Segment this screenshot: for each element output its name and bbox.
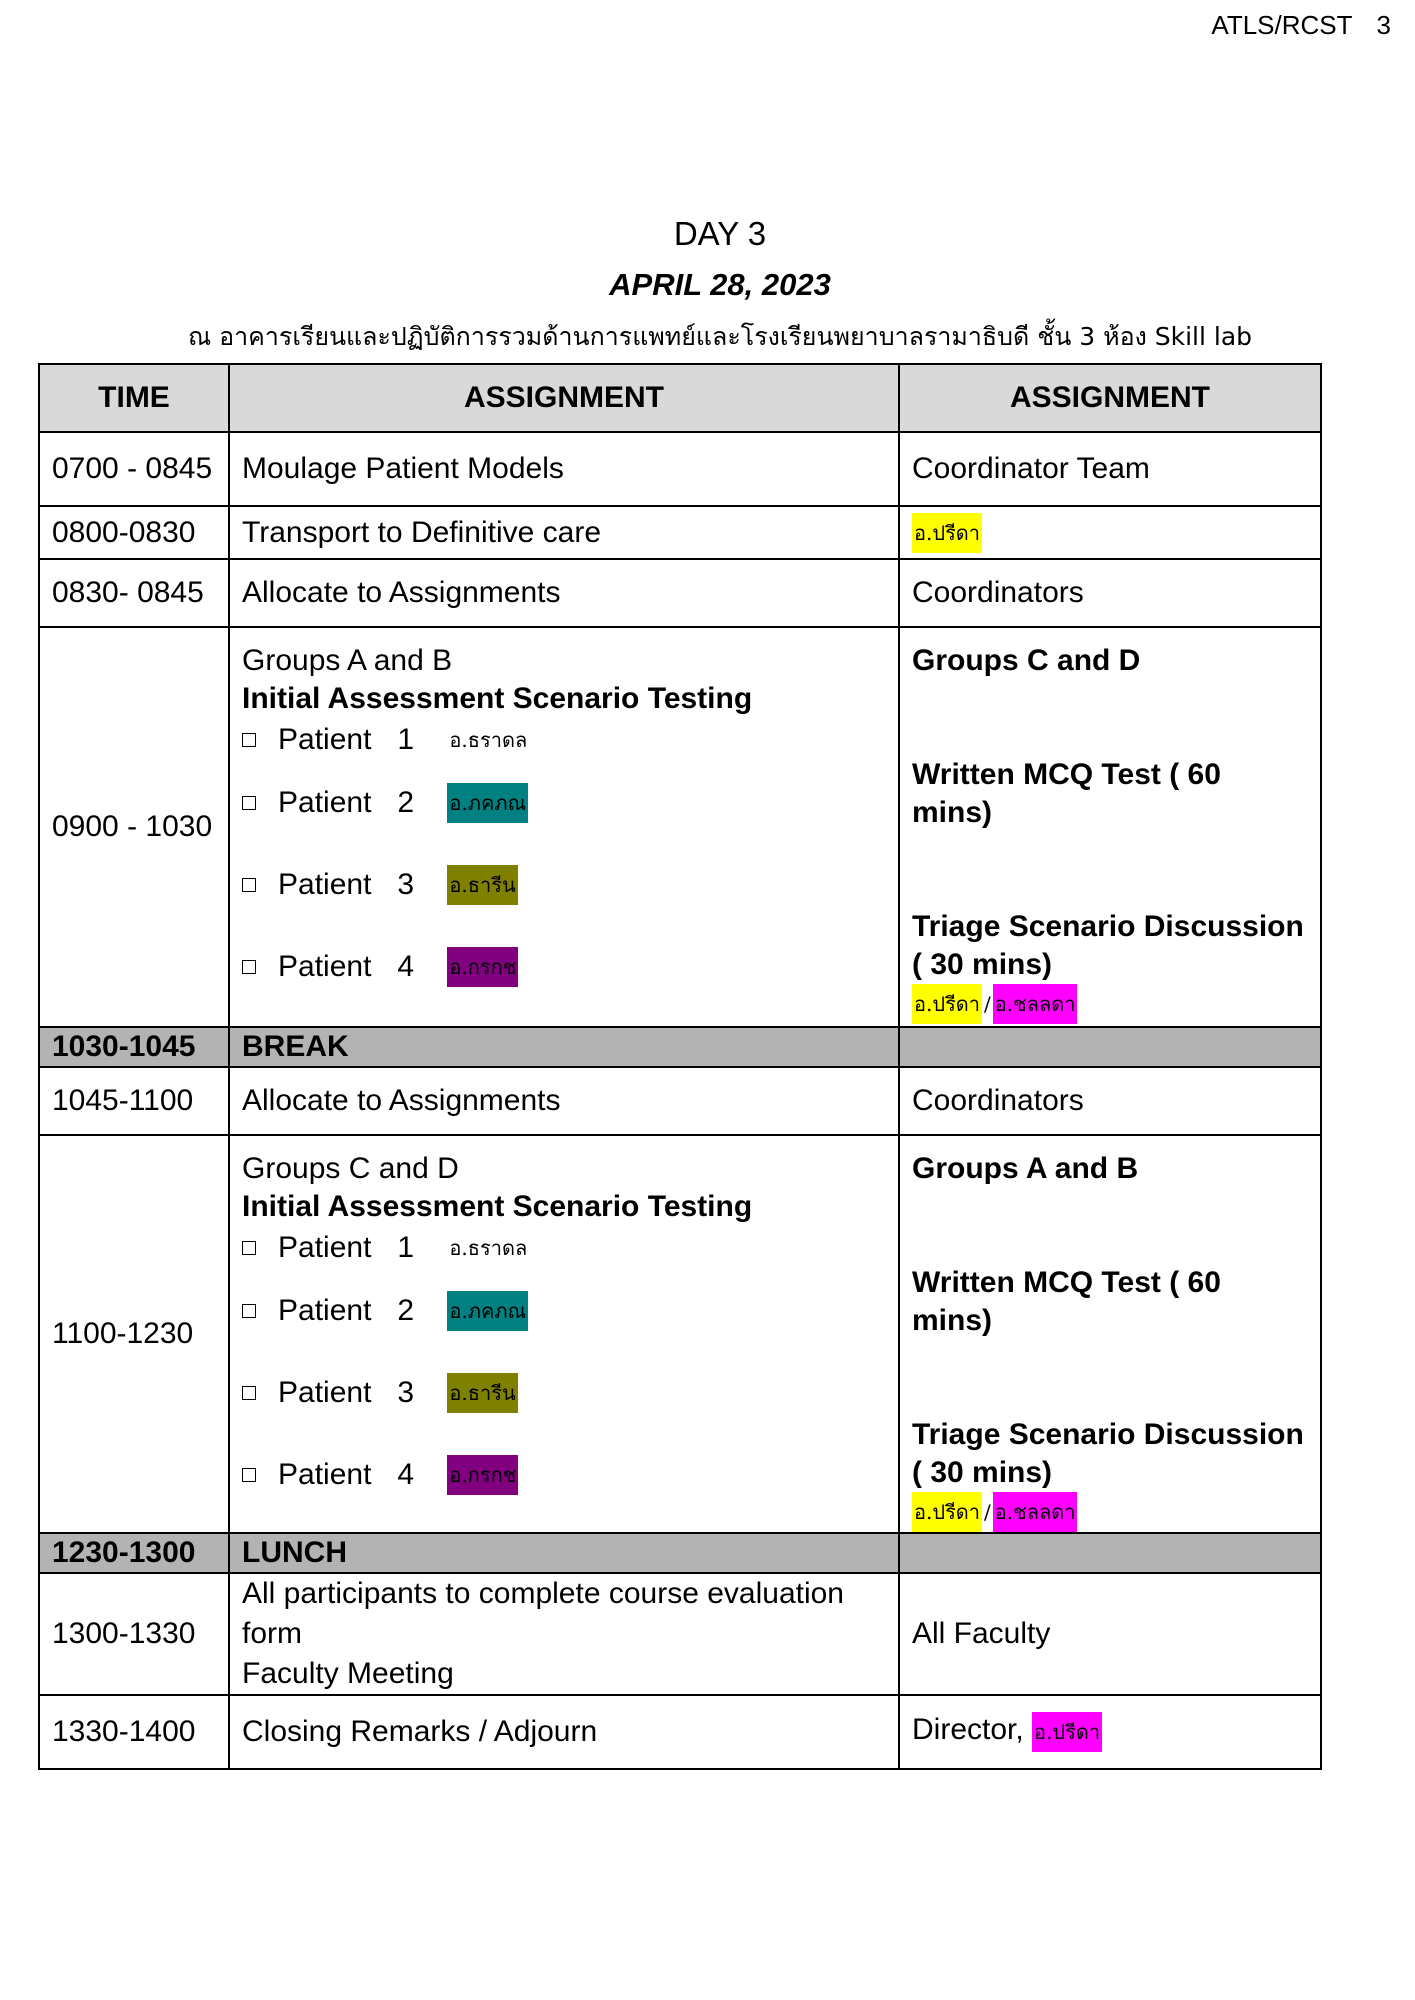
patient-item: Patient 2 อ.ภคภณ [242, 762, 886, 844]
assignment-cell: BREAK [229, 1027, 899, 1067]
assignment-cell: Transport to Definitive care [229, 506, 899, 559]
patient-item: Patient 3 อ.ธารีน [242, 844, 886, 926]
assignment-cell: Allocate to Assignments [229, 1067, 899, 1135]
checkbox-icon [242, 960, 256, 974]
groups-label: Groups A and B [912, 1152, 1139, 1185]
time-cell: 0900 - 1030 [39, 627, 229, 1027]
tutor-tags: อ.ปรีดา / อ.ชลลดา [912, 1492, 1308, 1532]
checkbox-icon [242, 1468, 256, 1482]
schedule-table [38, 363, 1322, 1770]
tutor-tag: อ.กรกช [447, 947, 518, 987]
checkbox-icon [242, 1386, 256, 1400]
date-title: APRIL 28, 2023 [609, 267, 831, 302]
tutor-tag: อ.ปรีดา [912, 513, 982, 553]
day-title: DAY 3 [673, 215, 767, 252]
table-header-row [39, 364, 1321, 432]
tutor-tag: อ.ปรีดา [1032, 1712, 1102, 1752]
checkbox-icon [242, 1304, 256, 1318]
patient-item: Patient 3 อ.ธารีน [242, 1352, 886, 1434]
page-number: 3 [1376, 10, 1391, 40]
patient-item: Patient 4 อ.กรกช [242, 926, 886, 1008]
assignee-cell [899, 1135, 1321, 1533]
checkbox-icon [242, 796, 256, 810]
table-row [39, 1067, 1321, 1135]
triage-label: Triage Scenario Discussion [912, 910, 1304, 943]
assignment-cell: LUNCH [229, 1533, 899, 1573]
time-cell: 1330-1400 [39, 1695, 229, 1769]
tutor-tag: อ.ธราดล [449, 1236, 528, 1260]
time-cell: 0700 - 0845 [39, 432, 229, 506]
checkbox-icon [242, 733, 256, 747]
table-row [39, 1135, 1321, 1533]
tutor-tag: อ.ภคภณ [447, 1291, 528, 1331]
groups-label: Groups A and B [242, 644, 453, 677]
tutor-tag: อ.ธารีน [447, 865, 517, 905]
mcq-label: Written MCQ Test ( 60 mins) [912, 1266, 1221, 1337]
table-row-break [39, 1027, 1321, 1067]
assignment-cell: Allocate to Assignments [229, 559, 899, 627]
time-cell: 1230-1300 [39, 1533, 229, 1573]
table-row [39, 559, 1321, 627]
triage-label: Triage Scenario Discussion [912, 1418, 1304, 1451]
time-cell: 1030-1045 [39, 1027, 229, 1067]
tutor-tag: อ.ธราดล [449, 728, 528, 752]
tutor-tag: อ.ธารีน [447, 1373, 517, 1413]
venue-line: ณ อาคารเรียนและปฏิบัติการรวมด้านการแพทย์และโรงเรียนพยาบาลรามาธิบดี ชั้น 3 ห้อง Skill lab [187, 322, 1253, 351]
patient-item: Patient 4 อ.กรกช [242, 1434, 886, 1516]
assignee-cell [899, 1027, 1321, 1067]
title-block [0, 215, 1415, 357]
scenario-label: Initial Assessment Scenario Testing [242, 682, 753, 715]
assignee-cell [899, 627, 1321, 1027]
triage-duration: ( 30 mins) [912, 948, 1053, 981]
checkbox-icon [242, 1241, 256, 1255]
groups-label: Groups C and D [912, 644, 1141, 677]
assignment-cell: Moulage Patient Models [229, 432, 899, 506]
time-cell: 1300-1330 [39, 1573, 229, 1695]
header-assignment: ASSIGNMENT [229, 364, 899, 432]
checkbox-icon [242, 878, 256, 892]
assignee-cell [899, 506, 1321, 559]
groups-label: Groups C and D [242, 1152, 459, 1185]
header-time: TIME [39, 364, 229, 432]
patient-item: Patient 1 อ.ธราดล [242, 1226, 886, 1270]
assignee-cell [899, 1533, 1321, 1573]
assignment-cell [229, 1135, 899, 1533]
table-row-lunch [39, 1533, 1321, 1573]
time-cell: 0830- 0845 [39, 559, 229, 627]
triage-duration: ( 30 mins) [912, 1456, 1053, 1489]
table-row [39, 1695, 1321, 1769]
time-cell: 0800-0830 [39, 506, 229, 559]
patient-item: Patient 2 อ.ภคภณ [242, 1270, 886, 1352]
table-row [39, 506, 1321, 559]
time-cell: 1100-1230 [39, 1135, 229, 1533]
tutor-tag: อ.ภคภณ [447, 783, 528, 823]
table-row [39, 627, 1321, 1027]
assignment-cell: All participants to complete course evaluation form Faculty Meeting [229, 1573, 899, 1695]
table-row [39, 432, 1321, 506]
assignee-cell: All Faculty [899, 1573, 1321, 1695]
assignee-cell: Coordinators [899, 559, 1321, 627]
tutor-tags: อ.ปรีดา / อ.ชลลดา [912, 984, 1308, 1024]
scenario-label: Initial Assessment Scenario Testing [242, 1190, 753, 1223]
assignee-cell: Coordinator Team [899, 432, 1321, 506]
assignment-cell: Closing Remarks / Adjourn [229, 1695, 899, 1769]
assignee-cell: Director, อ.ปรีดา [899, 1695, 1321, 1769]
tutor-tag: อ.กรกช [447, 1455, 518, 1495]
mcq-label: Written MCQ Test ( 60 mins) [912, 758, 1221, 829]
time-cell: 1045-1100 [39, 1067, 229, 1135]
assignee-cell: Coordinators [899, 1067, 1321, 1135]
assignment-cell [229, 627, 899, 1027]
table-row [39, 1573, 1321, 1695]
patient-item: Patient 1 อ.ธราดล [242, 718, 886, 762]
header-assignment-2: ASSIGNMENT [899, 364, 1321, 432]
doc-code: ATLS/RCST [1211, 10, 1353, 40]
page-header [1187, 10, 1391, 41]
